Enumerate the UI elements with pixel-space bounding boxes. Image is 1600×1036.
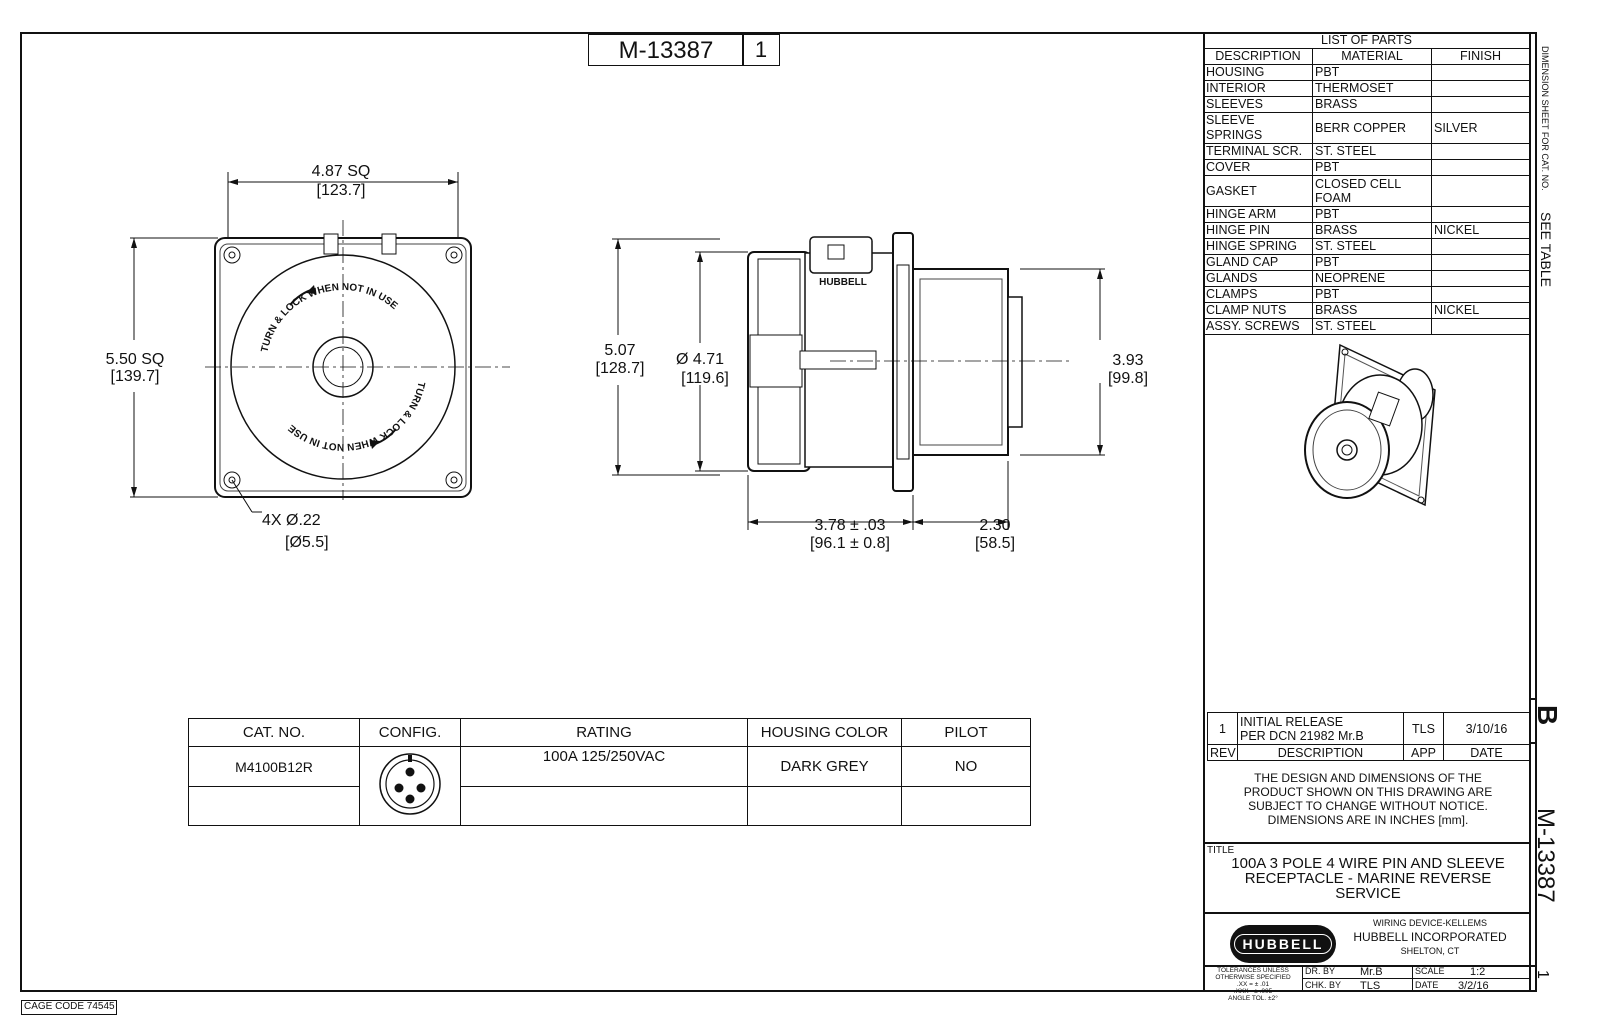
part-material: BERR COPPER xyxy=(1313,113,1432,144)
title-line: RECEPTACLE - MARINE REVERSE xyxy=(1244,870,1492,887)
rev-description-line2: PER DCN 21982 Mr.B xyxy=(1240,728,1364,743)
part-desc: HOUSING xyxy=(1204,65,1313,81)
chk-by-label: CHK. BY xyxy=(1305,980,1342,990)
tolerance-line: OTHERWISE SPECIFIED xyxy=(1215,974,1291,981)
isometric-view-drawing xyxy=(1285,340,1455,520)
side-drawing-number: M-13387 xyxy=(1532,808,1559,903)
housing-color-cell: DARK GREY xyxy=(748,747,902,787)
dr-by-label: DR. BY xyxy=(1305,966,1336,976)
part-finish xyxy=(1432,97,1530,113)
cat-header-housing-color: HOUSING COLOR xyxy=(748,719,902,747)
dr-by: Mr.B xyxy=(1360,966,1383,978)
pilot-cell: NO xyxy=(902,747,1031,787)
title-line: 100A 3 POLE 4 WIRE PIN AND SLEEVE xyxy=(1231,855,1505,872)
tolerances-block xyxy=(1205,967,1301,1002)
part-finish xyxy=(1432,239,1530,255)
rev-header-app: APP xyxy=(1404,745,1444,761)
part-material: PBT xyxy=(1313,160,1432,176)
part-material: PBT xyxy=(1313,287,1432,303)
parts-list-table xyxy=(1203,32,1530,335)
part-material: THERMOSET xyxy=(1313,81,1432,97)
side-dia-mm: [119.6] xyxy=(681,370,729,387)
side-right-dim: 3.93 xyxy=(1112,352,1144,369)
catalog-table xyxy=(188,718,1031,826)
part-desc: ASSY. SCREWS xyxy=(1204,319,1313,335)
part-desc: HINGE ARM xyxy=(1204,207,1313,223)
part-finish xyxy=(1432,319,1530,335)
parts-col-finish: FINISH xyxy=(1432,49,1530,65)
config-diagram-cell xyxy=(360,747,461,826)
side-sheet-number: 1 xyxy=(1534,970,1551,979)
part-desc: HINGE PIN xyxy=(1204,223,1313,239)
part-material: NEOPRENE xyxy=(1313,271,1432,287)
part-finish xyxy=(1432,176,1530,207)
drawing-title xyxy=(1207,856,1529,901)
part-finish xyxy=(1432,271,1530,287)
notice-line: PRODUCT SHOWN ON THIS DRAWING ARE xyxy=(1243,785,1493,799)
empty-cell xyxy=(189,787,360,826)
rating-cell: 100A 125/250VAC xyxy=(461,747,748,787)
dimension-sheet-label: DIMENSION SHEET FOR CAT. NO. xyxy=(1540,46,1550,191)
divider xyxy=(1302,978,1529,979)
company-line3: SHELTON, CT xyxy=(1400,946,1460,956)
side-view-drawing xyxy=(600,225,1160,555)
scale: 1:2 xyxy=(1470,966,1486,978)
part-desc: COVER xyxy=(1204,160,1313,176)
part-desc: SLEEVES xyxy=(1204,97,1313,113)
part-desc: CLAMP NUTS xyxy=(1204,303,1313,319)
cage-code: CAGE CODE 74545 xyxy=(24,1001,115,1012)
part-desc: HINGE SPRING xyxy=(1204,239,1313,255)
part-desc: GASKET xyxy=(1204,176,1313,207)
svg-text:TURN & LOCK WHEN NOT IN USE xyxy=(259,282,399,353)
parts-col-description: DESCRIPTION xyxy=(1204,49,1313,65)
rev-description-line1: INITIAL RELEASE xyxy=(1240,714,1344,729)
tolerance-line: .XX = ± .01 xyxy=(1236,981,1270,988)
divider xyxy=(1529,742,1537,744)
part-material: BRASS xyxy=(1313,97,1432,113)
parts-col-material: MATERIAL xyxy=(1313,49,1432,65)
front-width-mm: [123.7] xyxy=(316,182,366,199)
cat-header-catno: CAT. NO. xyxy=(189,719,360,747)
notice-line: SUBJECT TO CHANGE WITHOUT NOTICE. xyxy=(1248,799,1488,813)
part-finish xyxy=(1432,255,1530,271)
hole-mm: [Ø5.5] xyxy=(285,534,329,551)
notice-line: DIMENSIONS ARE IN INCHES [mm]. xyxy=(1267,813,1469,827)
part-material: BRASS xyxy=(1313,223,1432,239)
part-finish xyxy=(1432,65,1530,81)
company-line1: WIRING DEVICE-KELLEMS xyxy=(1372,918,1488,928)
divider xyxy=(1203,842,1529,844)
part-desc: GLANDS xyxy=(1204,271,1313,287)
hole-dim: 4X Ø.22 xyxy=(262,512,321,529)
logo-text: HUBBELL xyxy=(1234,934,1333,954)
tolerance-line: ANGLE TOL. ±2° xyxy=(1228,995,1278,1002)
side-height-dim: 5.07 xyxy=(604,342,636,359)
part-finish: NICKEL xyxy=(1432,303,1530,319)
part-finish xyxy=(1432,160,1530,176)
depth-mm: [96.1 ± 0.8] xyxy=(810,535,890,552)
front-height-mm: [139.7] xyxy=(110,368,160,385)
part-finish xyxy=(1432,207,1530,223)
divider xyxy=(1529,965,1537,967)
part-material: CLOSED CELL FOAM xyxy=(1313,176,1432,207)
part-material: PBT xyxy=(1313,207,1432,223)
sheet-number: 1 xyxy=(754,37,768,62)
see-table-label: SEE TABLE xyxy=(1538,212,1554,287)
empty-cell xyxy=(461,787,748,826)
part-finish: NICKEL xyxy=(1432,223,1530,239)
part-desc: TERMINAL SCR. xyxy=(1204,144,1313,160)
rev-app: TLS xyxy=(1404,713,1444,745)
front-height-dim: 5.50 SQ xyxy=(105,351,165,368)
tail-dim: 2.30 xyxy=(979,517,1011,534)
title-label: TITLE xyxy=(1207,845,1235,856)
scale-label: SCALE xyxy=(1415,966,1445,976)
depth-dim: 3.78 ± .03 xyxy=(814,517,886,534)
side-height-mm: [128.7] xyxy=(595,360,645,377)
company-line2: HUBBELL INCORPORATED xyxy=(1353,930,1507,944)
date-label: DATE xyxy=(1415,980,1439,990)
rev-header-description: DESCRIPTION xyxy=(1238,745,1404,761)
cat-no-cell: M4100B12R xyxy=(189,747,360,787)
revision-table xyxy=(1207,712,1530,761)
drawing-number: M-13387 xyxy=(618,37,714,64)
cat-header-pilot: PILOT xyxy=(902,719,1031,747)
chk-by: TLS xyxy=(1360,980,1381,992)
rev-header-rev: REV xyxy=(1208,745,1238,761)
title-line: SERVICE xyxy=(1335,885,1401,902)
part-material: PBT xyxy=(1313,255,1432,271)
cover-label-bottom: TURN & LOCK WHEN NOT IN USE xyxy=(286,380,427,453)
rev-date: 3/10/16 xyxy=(1444,713,1530,745)
hubbell-logo xyxy=(1230,925,1336,963)
notice-line: THE DESIGN AND DIMENSIONS OF THE xyxy=(1254,771,1482,785)
part-material: ST. STEEL xyxy=(1313,239,1432,255)
part-desc: INTERIOR xyxy=(1204,81,1313,97)
date: 3/2/16 xyxy=(1458,980,1489,992)
empty-cell xyxy=(748,787,902,826)
cat-header-rating: RATING xyxy=(461,719,748,747)
tolerance-line: TOLERANCES UNLESS xyxy=(1217,967,1289,974)
side-brand: HUBBELL xyxy=(819,277,867,288)
tolerance-line: .XXX= ± .005 xyxy=(1233,988,1273,995)
pin-config-icon xyxy=(377,751,443,817)
part-finish xyxy=(1432,81,1530,97)
divider xyxy=(1203,912,1529,914)
part-finish: SILVER xyxy=(1432,113,1530,144)
rev-header-date: DATE xyxy=(1444,745,1530,761)
part-finish xyxy=(1432,287,1530,303)
empty-cell xyxy=(902,787,1031,826)
side-right-mm: [99.8] xyxy=(1107,370,1149,387)
part-material: ST. STEEL xyxy=(1313,144,1432,160)
part-material: BRASS xyxy=(1313,303,1432,319)
part-finish xyxy=(1432,144,1530,160)
parts-list-title: LIST OF PARTS xyxy=(1204,33,1530,49)
cover-lettering xyxy=(230,254,456,480)
part-desc: SLEEVE SPRINGS xyxy=(1204,113,1313,144)
design-notice xyxy=(1207,771,1529,827)
part-desc: CLAMPS xyxy=(1204,287,1313,303)
rev-number: 1 xyxy=(1208,713,1238,745)
part-material: ST. STEEL xyxy=(1313,319,1432,335)
cover-label-top: TURN & LOCK WHEN NOT IN USE xyxy=(259,281,400,354)
part-desc: GLAND CAP xyxy=(1204,255,1313,271)
svg-text:TURN & LOCK WHEN NOT IN USE xyxy=(286,381,426,452)
part-material: PBT xyxy=(1313,65,1432,81)
side-dia-dim: Ø 4.71 xyxy=(675,351,725,368)
tail-mm: [58.5] xyxy=(974,535,1016,552)
cat-header-config: CONFIG. xyxy=(360,719,461,747)
front-width-dim: 4.87 SQ xyxy=(311,163,371,180)
rev-description xyxy=(1238,713,1404,745)
divider xyxy=(1529,698,1537,700)
rev-letter: B xyxy=(1532,705,1563,726)
